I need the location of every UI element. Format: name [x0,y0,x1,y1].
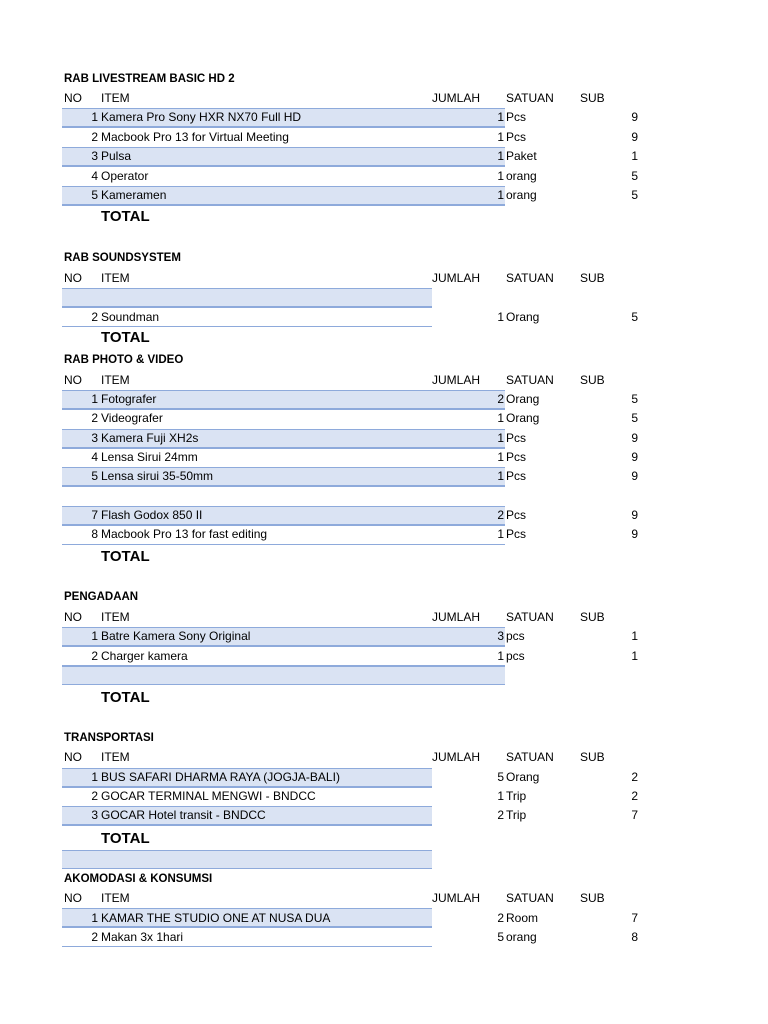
total-label: TOTAL [101,329,150,346]
cell-sub: 5 [631,392,638,406]
cell-no: 7 [91,508,98,522]
header-item: ITEM [101,271,130,285]
cell-jumlah: 1 [497,130,504,144]
cell-sub: 1 [631,149,638,163]
cell-jumlah: 1 [497,649,504,663]
cell-jumlah: 1 [497,527,504,541]
section-title: PENGADAAN [64,591,139,603]
cell-item: Macbook Pro 13 for Virtual Meeting [101,130,289,144]
cell-jumlah: 1 [497,431,504,445]
cell-sub: 2 [631,770,638,784]
cell-no: 1 [91,629,98,643]
header-jumlah: JUMLAH [432,750,481,764]
cell-item: Lensa Sirui 24mm [101,450,198,464]
header-satuan: SATUAN [506,610,554,624]
header-satuan: SATUAN [506,271,554,285]
header-jumlah: JUMLAH [432,373,481,387]
cell-jumlah: 1 [497,149,504,163]
cell-sub: 9 [631,508,638,522]
cell-no: 2 [91,411,98,425]
cell-satuan: Trip [506,789,527,803]
row-border [62,127,505,128]
cell-no: 3 [91,431,98,445]
cell-jumlah: 2 [497,911,504,925]
header-no: NO [64,91,82,105]
cell-no: 5 [91,469,98,483]
cell-satuan: Paket [506,149,537,163]
header-no: NO [64,271,82,285]
cell-no: 8 [91,527,98,541]
row-border [62,326,432,327]
header-sub: SUB [580,373,605,387]
header-sub: SUB [580,91,605,105]
cell-jumlah: 5 [497,770,504,784]
cell-no: 1 [91,770,98,784]
cell-jumlah: 1 [497,110,504,124]
cell-satuan: Pcs [506,450,527,464]
header-satuan: SATUAN [506,91,554,105]
row-border [62,544,505,545]
cell-sub: 1 [631,649,638,663]
cell-no: 2 [91,930,98,944]
header-sub: SUB [580,271,605,285]
header-jumlah: JUMLAH [432,610,481,624]
row-border [62,665,505,666]
cell-sub: 9 [631,130,638,144]
cell-no: 5 [91,188,98,202]
cell-no: 3 [91,149,98,163]
cell-jumlah: 3 [497,629,504,643]
row-band [62,850,432,869]
cell-satuan: Pcs [506,508,527,522]
cell-no: 3 [91,808,98,822]
cell-satuan: orang [506,930,537,944]
row-border [62,946,432,947]
cell-satuan: pcs [506,629,525,643]
header-satuan: SATUAN [506,373,554,387]
cell-no: 2 [91,649,98,663]
section-title: RAB LIVESTREAM BASIC HD 2 [64,73,235,85]
total-label: TOTAL [101,548,150,565]
total-label: TOTAL [101,208,150,225]
cell-sub: 1 [631,629,638,643]
cell-satuan: Pcs [506,469,527,483]
row-border [62,205,505,206]
cell-jumlah: 1 [497,789,504,803]
cell-satuan: Trip [506,808,527,822]
cell-no: 4 [91,450,98,464]
cell-satuan: Orang [506,392,540,406]
header-satuan: SATUAN [506,891,554,905]
row-border [62,927,432,928]
cell-item: Charger kamera [101,649,188,663]
header-sub: SUB [580,750,605,764]
cell-satuan: Orang [506,310,540,324]
cell-sub: 5 [631,310,638,324]
cell-item: GOCAR Hotel transit - BNDCC [101,808,266,822]
cell-satuan: Room [506,911,539,925]
cell-item: Lensa sirui 35-50mm [101,469,214,483]
cell-sub: 5 [631,411,638,425]
cell-item: Makan 3x 1hari [101,930,184,944]
cell-no: 4 [91,169,98,183]
header-item: ITEM [101,891,130,905]
row-border [62,307,432,308]
cell-sub: 7 [631,808,638,822]
cell-sub: 8 [631,930,638,944]
cell-satuan: Pcs [506,431,527,445]
cell-satuan: Pcs [506,527,527,541]
row-border [62,486,505,487]
cell-no: 2 [91,130,98,144]
cell-sub: 9 [631,469,638,483]
cell-jumlah: 1 [497,188,504,202]
cell-satuan: Pcs [506,110,527,124]
cell-item: GOCAR TERMINAL MENGWI - BNDCC [101,789,316,803]
cell-satuan: orang [506,169,537,183]
row-border [62,166,505,167]
cell-item: Kameramen [101,188,167,202]
cell-jumlah: 1 [497,169,504,183]
header-no: NO [64,891,82,905]
cell-item: Soundman [101,310,160,324]
header-jumlah: JUMLAH [432,271,481,285]
cell-satuan: Orang [506,411,540,425]
cell-item: Videografer [101,411,163,425]
cell-jumlah: 5 [497,930,504,944]
cell-item: Kamera Fuji XH2s [101,431,199,445]
cell-item: Flash Godox 850 II [101,508,203,522]
cell-no: 2 [91,310,98,324]
cell-jumlah: 1 [497,469,504,483]
cell-no: 1 [91,110,98,124]
header-satuan: SATUAN [506,750,554,764]
cell-jumlah: 1 [497,310,504,324]
cell-sub: 7 [631,911,638,925]
cell-no: 2 [91,789,98,803]
row-border [62,646,505,647]
header-item: ITEM [101,91,130,105]
total-label: TOTAL [101,830,150,847]
header-item: ITEM [101,750,130,764]
header-no: NO [64,750,82,764]
cell-sub: 5 [631,169,638,183]
section-title: TRANSPORTASI [64,732,154,744]
header-jumlah: JUMLAH [432,891,481,905]
cell-sub: 2 [631,789,638,803]
header-item: ITEM [101,610,130,624]
cell-satuan: pcs [506,649,525,663]
cell-item: Kamera Pro Sony HXR NX70 Full HD [101,110,302,124]
row-border [62,825,432,826]
cell-item: Pulsa [101,149,132,163]
cell-jumlah: 2 [497,508,504,522]
cell-jumlah: 2 [497,392,504,406]
section-title: RAB PHOTO & VIDEO [64,354,184,366]
cell-no: 1 [91,911,98,925]
cell-no: 1 [91,392,98,406]
header-sub: SUB [580,891,605,905]
cell-satuan: orang [506,188,537,202]
cell-item: Fotografer [101,392,157,406]
header-jumlah: JUMLAH [432,91,481,105]
section-title: AKOMODASI & KONSUMSI [64,873,213,885]
cell-item: KAMAR THE STUDIO ONE AT NUSA DUA [101,911,331,925]
cell-jumlah: 2 [497,808,504,822]
header-item: ITEM [101,373,130,387]
cell-jumlah: 1 [497,411,504,425]
total-label: TOTAL [101,689,150,706]
cell-sub: 9 [631,431,638,445]
header-no: NO [64,610,82,624]
row-band [62,288,432,307]
cell-item: BUS SAFARI DHARMA RAYA (JOGJA-BALI) [101,770,340,784]
header-no: NO [64,373,82,387]
header-sub: SUB [580,610,605,624]
cell-item: Macbook Pro 13 for fast editing [101,527,268,541]
cell-jumlah: 1 [497,450,504,464]
cell-item: Batre Kamera Sony Original [101,629,251,643]
cell-satuan: Orang [506,770,540,784]
cell-sub: 9 [631,527,638,541]
cell-satuan: Pcs [506,130,527,144]
row-band [62,666,505,685]
cell-sub: 9 [631,450,638,464]
cell-item: Operator [101,169,149,183]
cell-sub: 9 [631,110,638,124]
cell-sub: 5 [631,188,638,202]
section-title: RAB SOUNDSYSTEM [64,252,181,264]
